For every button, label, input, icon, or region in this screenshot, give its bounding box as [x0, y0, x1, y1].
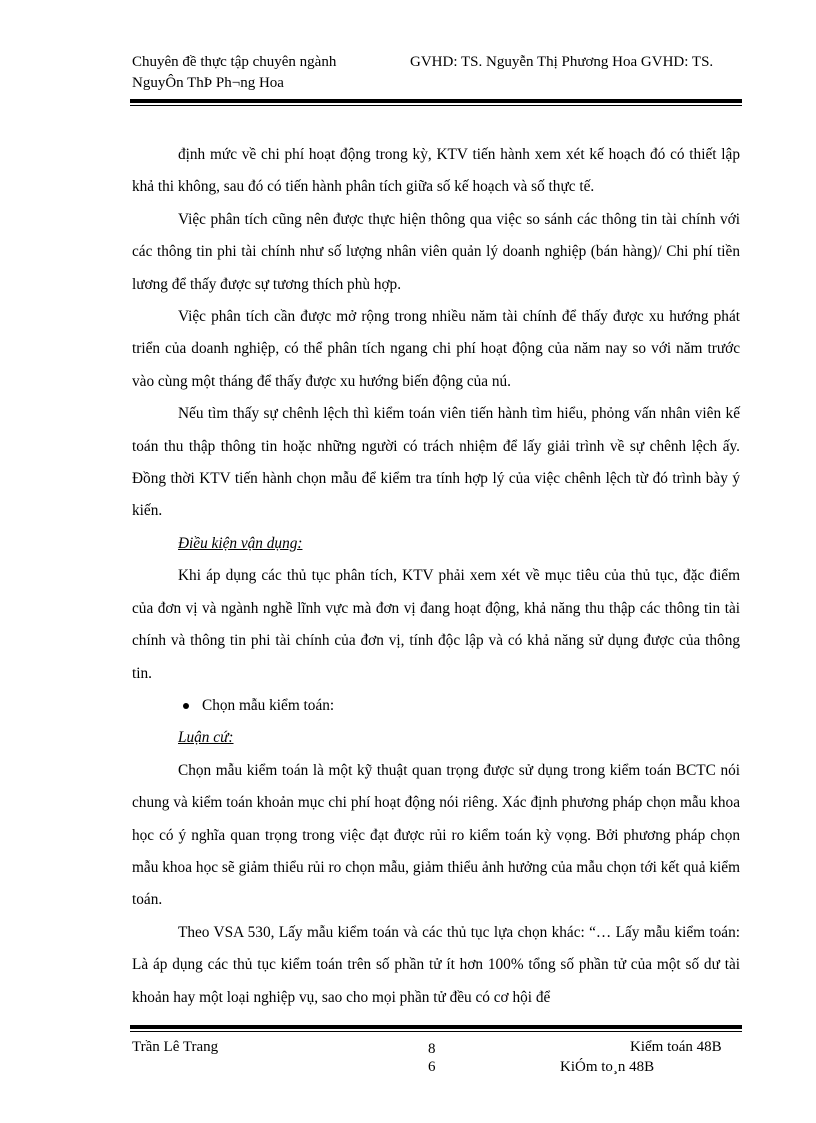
paragraph: Việc phân tích cũng nên được thực hiện thông qua việc so sánh các thông tin tài chính với các thông tin phi tài chính như số lượng nhân viên quản lý doanh nghiệp (bán hàng)/ Chi phí tiền lương để thấy được sự tương thích phù hợp. — [132, 210, 740, 293]
paragraph: Nếu tìm thấy sự chênh lệch thì kiểm toán viên tiến hành tìm hiểu, phỏng vấn nhân viên kế toán thu thập thông tin hoặc những người có trách nhiệm để lấy giải trình về sự chênh lệch ấy. Đồng thời KTV tiến hành chọn mẫu để kiểm tra tính hợp lý của việc chênh lệch từ đó trình bày ý kiến. — [132, 405, 740, 520]
header-author-garbled: NguyÔn ThÞ Ph¬ng Hoa — [132, 75, 284, 91]
footer-course-garbled: KiÓm to¸n 48B — [560, 1059, 655, 1075]
footer-rule-thin — [130, 1031, 742, 1032]
header-rule — [130, 99, 742, 103]
header-supervisor: GVHD: TS. Nguyễn Thị Phương Hoa GVHD: TS. — [410, 54, 714, 70]
bullet-item — [132, 690, 740, 722]
section-heading-argument: Luận cứ: — [178, 729, 234, 747]
header-rule-thin — [130, 105, 742, 106]
page-number: 8 — [428, 1041, 436, 1057]
bullet-icon — [183, 703, 189, 709]
paragraph: Việc phân tích cần được mở rộng trong nhiều năm tài chính để thấy được xu hướng phát triển của doanh nghiệp, có thể phân tích ngang chi phí hoạt động của năm nay so với năm trước vào cùng một tháng để thấy được xu hướng biến động của nú. — [132, 308, 740, 390]
header-topic: Chuyên đề thực tập chuyên ngành — [132, 54, 337, 70]
body-text — [132, 139, 740, 1014]
page-number-secondary: 6 — [428, 1059, 436, 1075]
footer-course: Kiểm toán 48B — [630, 1039, 722, 1055]
section-heading-conditions: Điều kiện vận dụng: — [178, 534, 303, 552]
bullet-text: Chọn mẫu kiểm toán: — [202, 696, 335, 714]
paragraph: Khi áp dụng các thủ tục phân tích, KTV phải xem xét về mục tiêu của thủ tục, đặc điểm của đơn vị và ngành nghề lĩnh vực mà đơn vị đang hoạt động, khả năng thu thập các thông tin tài chính và thông tin phi tài chính của đơn vị, tính độc lập và có khả năng sử dụng được của thông tin. — [132, 567, 740, 682]
paragraph: Chọn mẫu kiểm toán là một kỹ thuật quan trọng được sử dụng trong kiểm toán BCTC nói chung và kiểm toán khoản mục chi phí hoạt động nói riêng. Xác định phương pháp chọn mẫu khoa học có ý nghĩa quan trọng trong việc đạt được rủi ro kiểm toán kỳ vọng. Bởi phương pháp chọn mẫu khoa học sẽ giảm thiểu rủi ro chọn mẫu, giảm thiểu ảnh hưởng của mẫu chọn tới kết quả kiểm toán. — [132, 761, 740, 909]
paragraph: Theo VSA 530, Lấy mẫu kiểm toán và các thủ tục lựa chọn khác: “… Lấy mẫu kiểm toán: Là áp dụng các thủ tục kiểm toán trên số phần tử ít hơn 100% tổng số phần tử của một số dư tài khoản hay một loại nghiệp vụ, sao cho mọi phần tử đều có cơ hội để — [132, 923, 740, 1006]
footer-rule — [130, 1025, 742, 1029]
paragraph: định mức về chi phí hoạt động trong kỳ, KTV tiến hành xem xét kế hoạch đó có thiết lập khả thi không, sau đó có tiến hành phân tích giữa số kế hoạch và số thực tế. — [132, 146, 740, 196]
footer-author: Trần Lê Trang — [132, 1039, 219, 1055]
